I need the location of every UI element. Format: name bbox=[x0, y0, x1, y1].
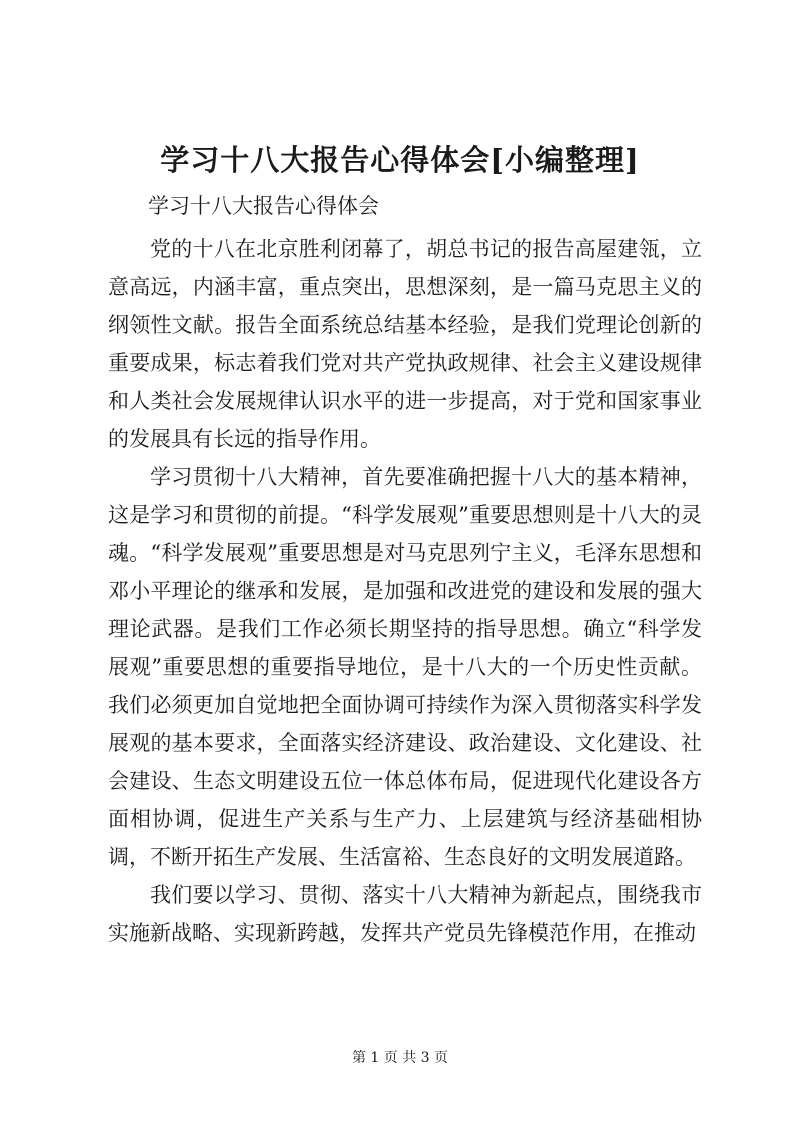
paragraph-3: 我们要以学习、贯彻、落实十八大精神为新起点，围绕我市实施新战略、实现新跨越，发挥共产党员先锋模范作用，在推动 bbox=[108, 883, 702, 945]
document-body bbox=[108, 230, 702, 952]
paragraph-1: 党的十八在北京胜利闭幕了，胡总书记的报告高屋建瓴，立意高远，内涵丰富，重点突出，思想深刻，是一篇马克思主义的纲领性文献。报告全面系统总结基本经验，是我们党理论创新的重要成果，标志着我们党对共产党执政规律、社会主义建设规律和人类社会发展规律认识水平的进一步提高，对于党和国家事业的发展具有长远的指导作用。 bbox=[108, 237, 702, 451]
document-subtitle: 学习十八大报告心得体会 bbox=[148, 194, 379, 218]
page-number-footer: 第 1 页 共 3 页 bbox=[351, 1050, 449, 1066]
document-title: 学习十八大报告心得体会[小编整理] bbox=[160, 143, 640, 177]
paragraph-2: 学习贯彻十八大精神，首先要准确把握十八大的基本精神，这是学习和贯彻的前提。“科学发展观”重要思想则是十八大的灵魂。“科学发展观”重要思想是对马克思列宁主义，毛泽东思想和邓小平理论的继承和发展，是加强和改进党的建设和发展的强大理论武器。是我们工作必须长期坚持的指导思想。确立“科学发展观”重要思想的重要指导地位，是十八大的一个历史性贡献。我们必须更加自觉地把全面协调可持续作为深入贯彻落实科学发展观的基本要求，全面落实经济建设、政治建设、文化建设、社会建设、生态文明建设五位一体总体布局，促进现代化建设各方面相协调，促进生产关系与生产力、上层建筑与经济基础相协调，不断开拓生产发展、生活富裕、生态良好的文明发展道路。 bbox=[108, 465, 702, 869]
